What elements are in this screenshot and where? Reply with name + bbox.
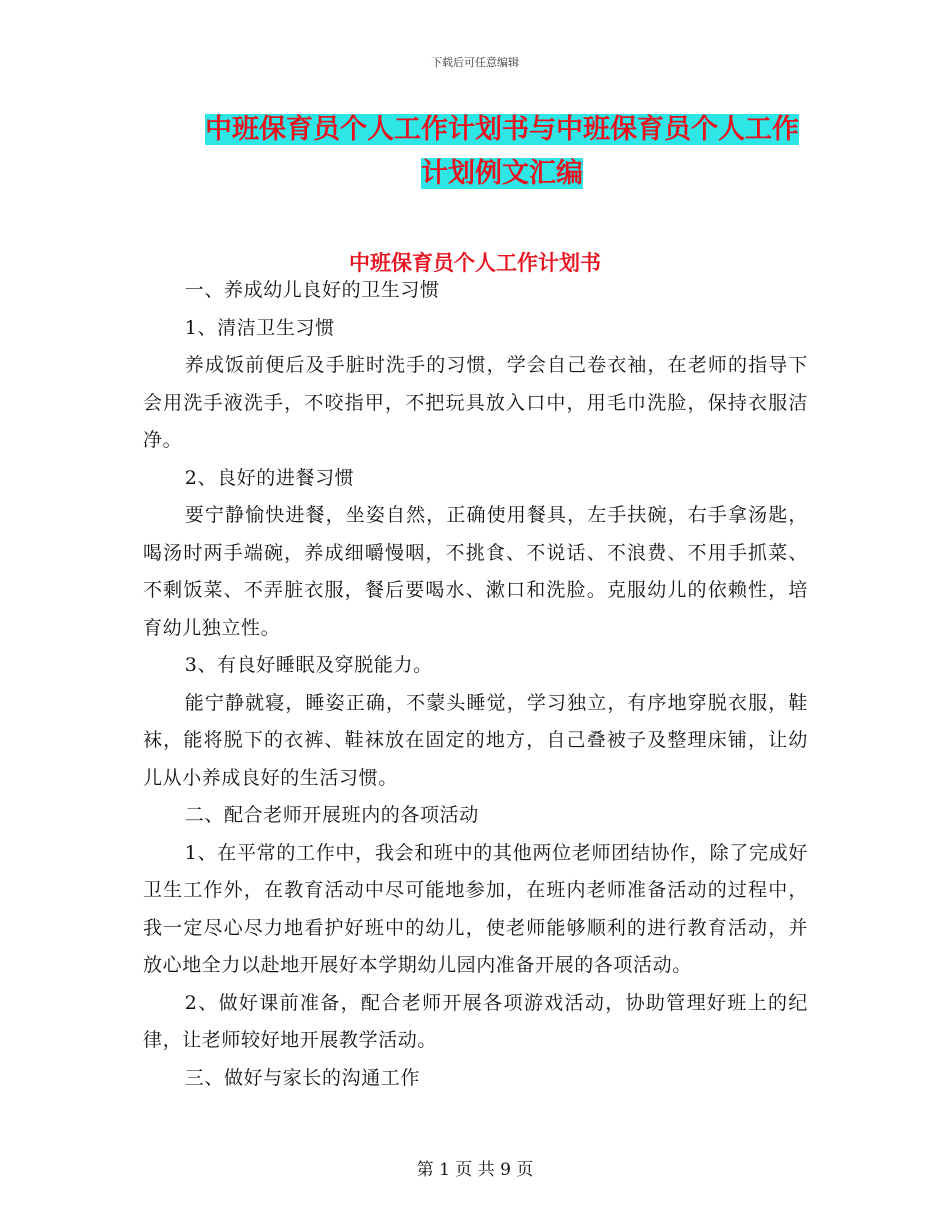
paragraph: 1、在平常的工作中，我会和班中的其他两位老师团结协作，除了完成好卫生工作外，在教育活动中尽可能地参加，在班内老师准备活动的过程中，我一定尽心尽力地看护好班中的幼儿，使老师能够顺利的进行教育活动，并放心地全力以赴地开展好本学期幼儿园内准备开展的各项活动。 xyxy=(143,841,808,976)
paragraph: 养成饭前便后及手脏时洗手的习惯，学会自己卷衣袖，在老师的指导下会用洗手液洗手，不咬指甲，不把玩具放入口中，用毛巾洗脸，保持衣服洁净。 xyxy=(143,354,808,451)
header-note: 下载后可任意编辑 xyxy=(431,56,519,69)
page-footer: 第 1 页 共 9 页 xyxy=(416,1160,534,1180)
paragraph: 能宁静就寝，睡姿正确，不蒙头睡觉，学习独立，有序地穿脱衣服，鞋袜，能将脱下的衣裤、鞋袜放在固定的地方，自己叠被子及整理床铺，让幼儿从小养成良好的生活习惯。 xyxy=(143,691,808,789)
subheading-1-2: 2、良好的进餐习惯 xyxy=(184,466,355,489)
body-text xyxy=(143,272,808,1097)
paragraph: 2、做好课前准备，配合老师开展各项游戏活动，协助管理好班上的纪律，让老师较好地开展教学活动。 xyxy=(143,991,808,1051)
document-title xyxy=(192,108,812,196)
heading-2: 二、配合老师开展班内的各项活动 xyxy=(184,804,479,826)
section-title: 中班保育员个人工作计划书 xyxy=(349,251,601,275)
document-title-text: 中班保育员个人工作计划书与中班保育员个人工作计划例文汇编 xyxy=(205,114,799,189)
subheading-1-1: 1、清洁卫生习惯 xyxy=(184,316,335,339)
heading-1: 一、养成幼儿良好的卫生习惯 xyxy=(184,279,440,301)
heading-3: 三、做好与家长的沟通工作 xyxy=(184,1066,420,1089)
paragraph: 要宁静愉快进餐，坐姿自然，正确使用餐具，左手扶碗，右手拿汤匙，喝汤时两手端碗，养成细嚼慢咽，不挑食、不说话、不浪费、不用手抓菜、不剩饭菜、不弄脏衣服，餐后要喝水、漱口和洗脸。克服幼儿的依赖性，培育幼儿独立性。 xyxy=(143,504,808,639)
subheading-1-3: 3、有良好睡眠及穿脱能力。 xyxy=(184,654,433,676)
